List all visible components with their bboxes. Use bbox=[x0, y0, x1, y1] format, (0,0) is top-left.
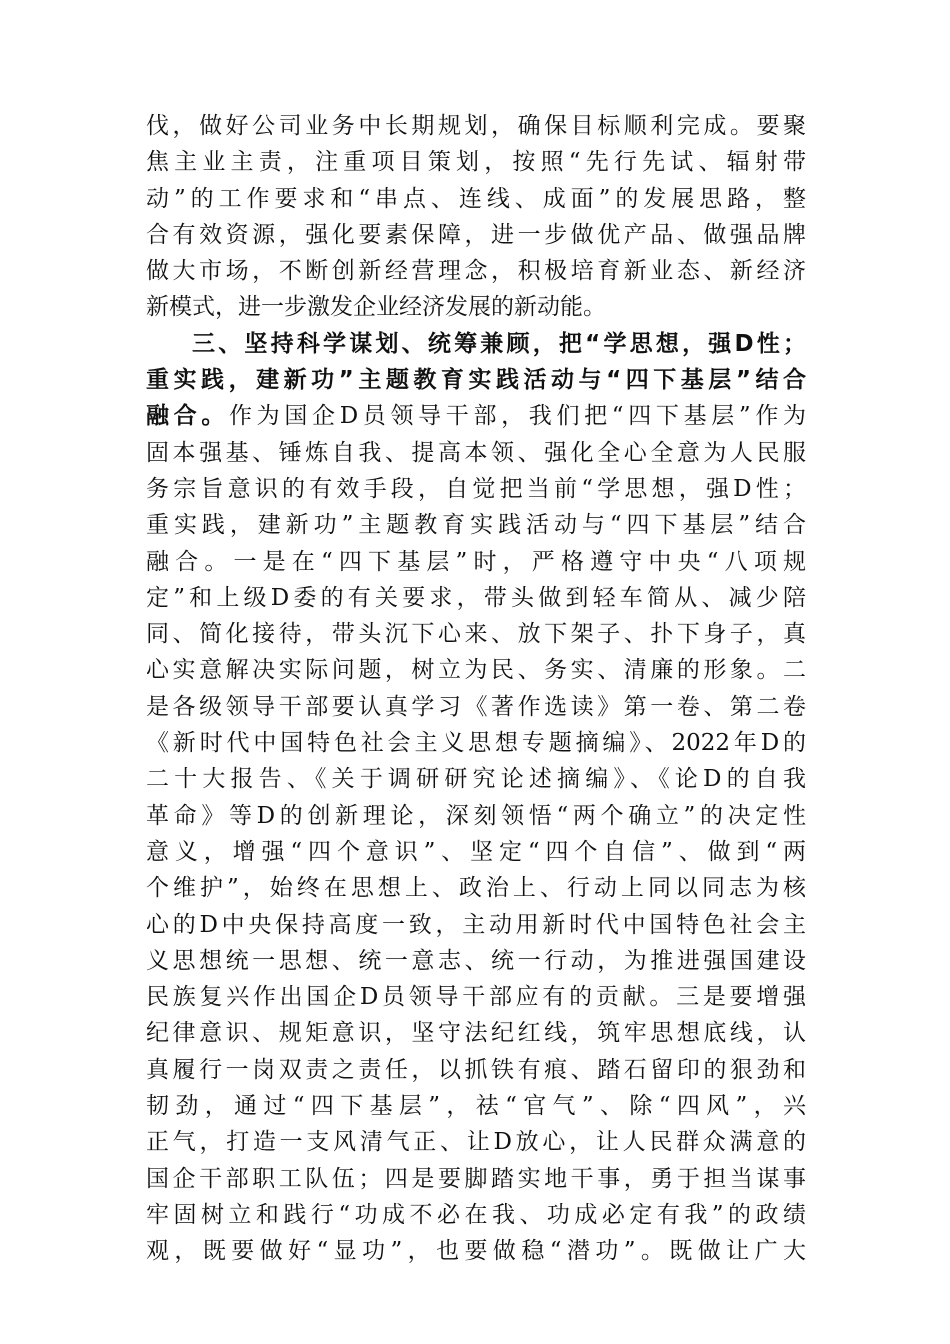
text-line: 民族复兴作出国企D员领导干部应有的贡献。三是要增强 bbox=[146, 984, 806, 1011]
text-line: 正气，打造一支风清气正、让D放心，让人民群众满意的 bbox=[146, 1129, 806, 1156]
text-line: 韧劲，通过“四下基层”，祛“官气”、除“四风”，兴 bbox=[146, 1093, 806, 1120]
text-line: 心的D中央保持高度一致，主动用新时代中国特色社会主 bbox=[146, 911, 806, 938]
text-line: 意义，增强“四个意识”、坚定“四个自信”、做到“两 bbox=[146, 838, 806, 865]
text-line: 重实践，建新功”主题教育实践活动与“四下基层”结合 bbox=[146, 512, 806, 539]
text-line: 做大市场，不断创新经营理念，积极培育新业态、新经济 bbox=[146, 258, 806, 285]
text-segment: 作为国企D员领导干部，我们把“四下基层”作为 bbox=[229, 403, 806, 430]
text-line: 牢固树立和践行“功成不必在我、功成必定有我”的政绩 bbox=[146, 1201, 806, 1228]
heading-text-line bbox=[146, 398, 806, 434]
text-line: 务宗旨意识的有效手段，自觉把当前“学思想，强D性； bbox=[146, 475, 806, 502]
section-heading: 重实践，建新功”主题教育实践活动与“四下基层”结合 bbox=[146, 367, 806, 394]
text-line: 真履行一岗双责之责任，以抓铁有痕、踏石留印的狠劲和 bbox=[146, 1056, 806, 1083]
document-body bbox=[146, 108, 806, 1270]
section-heading-end: 融合。 bbox=[146, 403, 230, 430]
section-heading: 三、坚持科学谋划、统筹兼顾，把“学思想，强D性； bbox=[192, 330, 806, 357]
text-line: 新模式，进一步激发企业经济发展的新动能。 bbox=[146, 294, 606, 321]
text-line: 融合。一是在“四下基层”时，严格遵守中央“八项规 bbox=[146, 548, 806, 575]
text-line: 定”和上级D委的有关要求，带头做到轻车简从、减少陪 bbox=[146, 584, 806, 611]
text-line: 义思想统一思想、统一意志、统一行动，为推进强国建设 bbox=[146, 947, 806, 974]
text-line: 革命》等D的创新理论，深刻领悟“两个确立”的决定性 bbox=[146, 802, 806, 829]
text-line: 《新时代中国特色社会主义思想专题摘编》、2022年D的 bbox=[146, 730, 806, 757]
text-line: 国企干部职工队伍；四是要脚踏实地干事，勇于担当谋事 bbox=[146, 1165, 806, 1192]
text-line: 心实意解决实际问题，树立为民、务实、清廉的形象。二 bbox=[146, 657, 806, 684]
text-line: 二十大报告、《关于调研研究论述摘编》、《论D的自我 bbox=[146, 766, 806, 793]
text-line: 动”的工作要求和“串点、连线、成面”的发展思路，整 bbox=[146, 185, 806, 212]
text-line: 纪律意识、规矩意识，坚守法纪红线，筑牢思想底线，认 bbox=[146, 1020, 806, 1047]
text-line: 固本强基、锤炼自我、提高本领、强化全心全意为人民服 bbox=[146, 439, 806, 466]
text-line: 个维护”，始终在思想上、政治上、行动上同以同志为核 bbox=[146, 875, 806, 902]
text-line: 观，既要做好“显功”，也要做稳“潜功”。既做让广大 bbox=[146, 1238, 806, 1265]
text-line: 伐，做好公司业务中长期规划，确保目标顺利完成。要聚 bbox=[146, 113, 806, 139]
text-line: 是各级领导干部要认真学习《著作选读》第一卷、第二卷 bbox=[146, 693, 806, 720]
text-line: 同、简化接待，带头沉下心来、放下架子、扑下身子，真 bbox=[146, 621, 806, 648]
text-line: 焦主业主责，注重项目策划，按照“先行先试、辐射带 bbox=[146, 149, 806, 176]
text-line: 合有效资源，强化要素保障，进一步做优产品、做强品牌 bbox=[146, 221, 806, 248]
